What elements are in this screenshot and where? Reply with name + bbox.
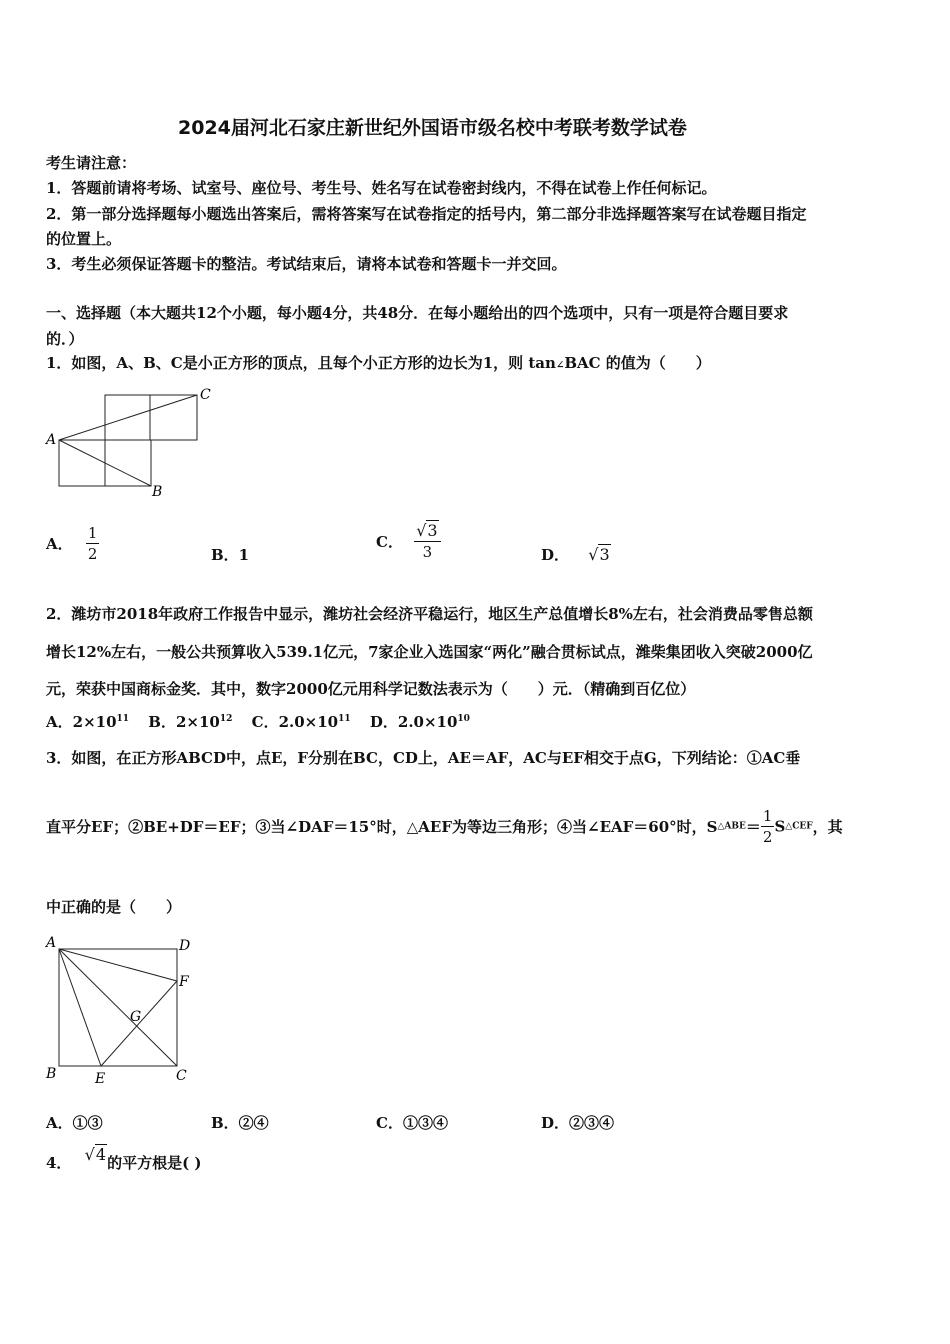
denominator: 3: [422, 543, 433, 561]
numerator: 1: [762, 807, 773, 825]
q2-line: 2．潍坊市2018年政府工作报告中显示，潍坊社会经济平稳运行，地区生产总值增长8%左右，社会消费品零售总额: [46, 605, 813, 623]
q4-stem-text: 的平方根是( ): [107, 1154, 202, 1172]
area-symbol: S: [774, 817, 786, 836]
q1-option-a[interactable]: [46, 523, 99, 564]
sqrt-expression: √3: [588, 545, 610, 564]
notice-item: 2．第一部分选择题每小题选出答案后，需将答案写在试卷指定的括号内，第二部分非选择题答案写在试卷题目指定: [46, 205, 807, 223]
label-c: C: [176, 1068, 187, 1084]
subscript: △CEF: [785, 821, 813, 832]
sqrt-expression: √4: [84, 1145, 107, 1164]
q4-stem: [46, 1145, 202, 1173]
q1-figure: [40, 380, 230, 505]
denominator: 2: [762, 828, 773, 846]
option-text: A．2×10: [46, 713, 117, 731]
q2-option-b[interactable]: [148, 713, 232, 731]
section-heading: 一、选择题（本大题共12个小题，每小题4分，共48分．在每小题给出的四个选项中，只有一项是符合题目要求: [46, 304, 789, 322]
option-letter: C．: [376, 533, 403, 551]
numerator: [414, 521, 440, 542]
q3-option-d[interactable]: D．②③④: [541, 1114, 615, 1132]
q3-line: 中正确的是（ ）: [46, 898, 182, 916]
section-heading-cont: 的．）: [46, 330, 84, 348]
q1-option-b[interactable]: B．1: [211, 546, 250, 564]
notice-item: 3．考生必须保证答题卡的整洁。考试结束后，请将本试卷和答题卡一并交回。: [46, 255, 567, 273]
fraction: [86, 523, 100, 564]
numerator: 1: [87, 524, 98, 542]
radicand: 4: [95, 1145, 107, 1164]
notice-item: 的位置上。: [46, 230, 122, 248]
fraction: [761, 806, 775, 847]
q2-line: 增长12%左右，一般公共预算收入539.1亿元，7家企业入选国家“两化”融合贯标试点，潍柴集团收入突破2000亿: [46, 643, 813, 661]
option-text: D．2.0×10: [369, 713, 458, 731]
q2-option-c[interactable]: [252, 713, 351, 731]
q1-stem-a: 1．如图，A、B、C是小正方形的顶点，且每个小正方形的边长为1，则 tan: [46, 354, 556, 372]
fraction: [414, 521, 440, 562]
q2-options: [46, 711, 470, 732]
label-a: A: [46, 432, 57, 448]
q3-option-a[interactable]: A．①③: [46, 1114, 103, 1132]
label-e: E: [95, 1071, 106, 1087]
sqrt-expression: √3: [416, 521, 438, 540]
q1-option-c[interactable]: [376, 521, 441, 562]
option-text: C．2.0×10: [251, 713, 339, 731]
q3-figure: [40, 930, 210, 1090]
option-text: B．2×10: [148, 713, 220, 731]
subscript: △ABE: [717, 821, 746, 832]
label-f: F: [179, 974, 189, 990]
segment-ac: [59, 395, 197, 440]
label-a: A: [46, 935, 57, 951]
exponent: 10: [457, 714, 470, 724]
q2-option-d[interactable]: [370, 713, 470, 731]
segment-af: [59, 949, 177, 981]
q2-option-a[interactable]: [46, 713, 129, 731]
q3-line: [46, 806, 843, 847]
q3-line: 3．如图，在正方形ABCD中，点E，F分别在BC，CD上，AE＝AF，AC与EF相交于点G，下列结论：①AC垂: [46, 749, 801, 767]
q1-option-d[interactable]: [541, 544, 611, 565]
grid-upper: [105, 395, 197, 440]
q3-option-c[interactable]: C．①③④: [376, 1114, 448, 1132]
label-d: D: [179, 938, 191, 954]
label-b: B: [152, 484, 163, 500]
page-title: 2024届河北石家庄新世纪外国语市级名校中考联考数学试卷: [178, 117, 687, 139]
equals: ＝: [745, 818, 761, 836]
option-letter: D．: [541, 546, 570, 564]
radicand: 3: [427, 521, 438, 540]
diagonal-ac: [59, 949, 177, 1066]
label-g: G: [130, 1009, 142, 1025]
segment-ae: [59, 949, 101, 1066]
question-number: 4．: [46, 1154, 72, 1172]
label-b: B: [46, 1066, 57, 1082]
denominator: 2: [87, 545, 98, 563]
angle-symbol: ∠: [555, 360, 565, 371]
q1-stem: [46, 352, 711, 373]
exponent: 11: [338, 714, 351, 724]
q3-line-tail: ，其: [812, 818, 843, 836]
exponent: 11: [116, 714, 130, 724]
q3-line-text: 直平分EF；②BE+DF＝EF；③当∠DAF＝15°时，△AEF为等边三角形；④当∠EAF＝60°时，S: [46, 818, 718, 836]
option-letter: A．: [46, 535, 73, 553]
radicand: 3: [599, 545, 610, 564]
q1-stem-b: BAC 的值为（ ）: [564, 354, 711, 372]
notice-heading: 考生请注意：: [46, 154, 137, 172]
exponent: 12: [219, 714, 233, 724]
notice-item: 1．答题前请将考场、试室号、座位号、考生号、姓名写在试卷密封线内，不得在试卷上作任何标记。: [46, 179, 717, 197]
label-c: C: [200, 387, 211, 403]
q2-line: 元，荣获中国商标金奖．其中，数字2000亿元用科学记数法表示为（ ）元．（精确到百亿位）: [46, 680, 696, 698]
q3-option-b[interactable]: B．②④: [211, 1114, 269, 1132]
